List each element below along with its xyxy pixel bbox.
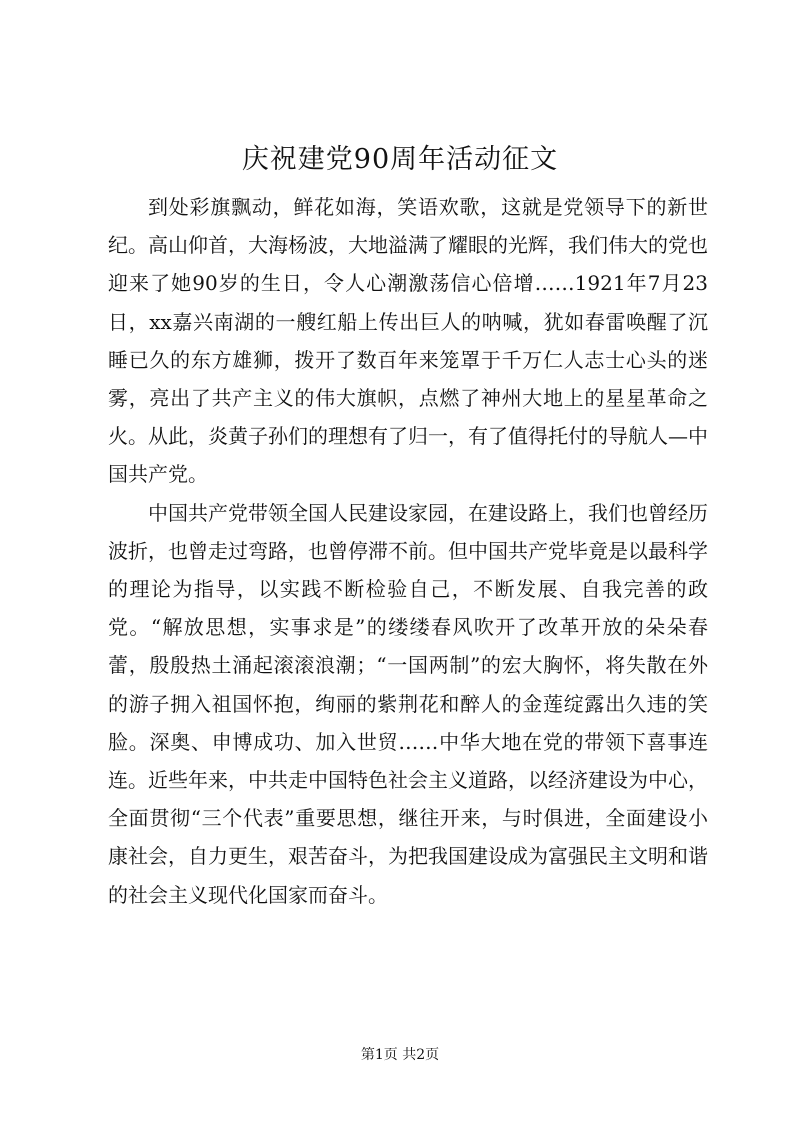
document-body <box>108 188 708 914</box>
paragraph-1: 到处彩旗飘动，鲜花如海，笑语欢歌，这就是党领导下的新世纪。高山仰首，大海杨波，大地溢满了耀眼的光辉，我们伟大的党也迎来了她90岁的生日，令人心潮激荡信心倍增……1921年7月23日，xx嘉兴南湖的一艘红船上传出巨人的呐喊，犹如春雷唤醒了沉睡已久的东方雄狮，拨开了数百年来笼罩于千万仁人志士心头的迷雾，亮出了共产主义的伟大旗帜，点燃了神州大地上的星星革命之火。从此，炎黄子孙们的理想有了归一，有了值得托付的导航人—中国共产党。 <box>108 195 708 487</box>
page-footer: 第1页 共2页 <box>360 1047 440 1063</box>
paragraph-2: 中国共产党带领全国人民建设家园，在建设路上，我们也曾经历波折，也曾走过弯路，也曾停滞不前。但中国共产党毕竟是以最科学的理论为指导，以实践不断检验自己，不断发展、自我完善的政党。“解放思想，实事求是”的缕缕春风吹开了改革开放的朵朵春蕾，殷殷热土涌起滚滚浪潮；“一国两制”的宏大胸怀，将失散在外的游子拥入祖国怀抱，绚丽的紫荆花和醉人的金莲绽露出久违的笑脸。深奥、申博成功、加入世贸……中华大地在党的带领下喜事连连。近些年来，中共走中国特色社会主义道路，以经济建设为中心，全面贯彻“三个代表”重要思想，继往开来，与时俱进，全面建设小康社会，自力更生，艰苦奋斗，为把我国建设成为富强民主文明和谐的社会主义现代化国家而奋斗。 <box>108 500 708 907</box>
document-title: 庆祝建党90周年活动征文 <box>241 144 559 175</box>
